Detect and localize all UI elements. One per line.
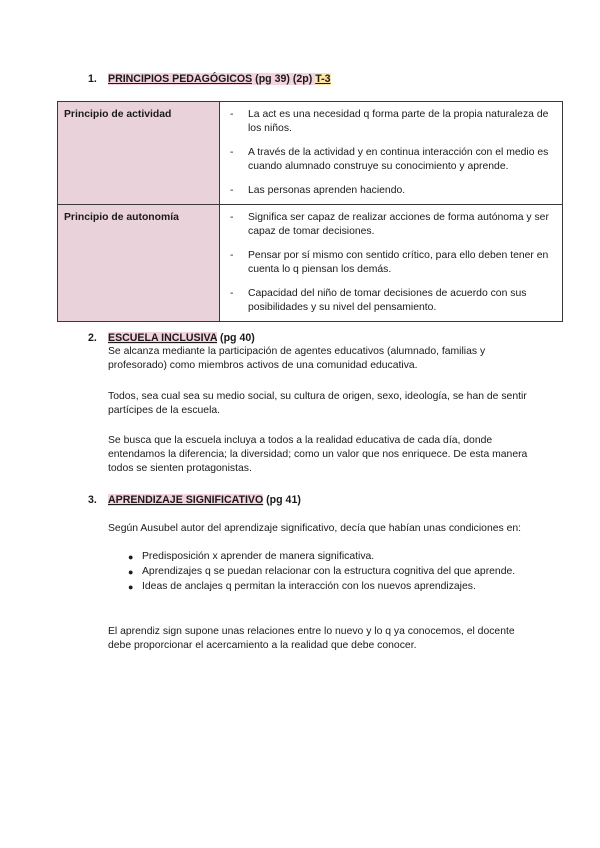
list-item [108,580,528,594]
section-suffix: (pg 41) [263,494,301,506]
list-item-text: Aprendizajes q se puedan relacionar con la estructura cognitiva del que aprende. [142,566,516,577]
list-item [108,550,528,564]
section-number: 1. [88,73,97,85]
principle-label: Principio de autonomía [58,205,220,322]
bullet-icon: ● [128,567,134,577]
list-item-text: Predisposición x aprender de manera significativa. [142,551,375,562]
list-item [228,287,550,315]
table-row [58,205,563,322]
list-item-text: Capacidad del niño de tomar decisiones de acuerdo con sus posibilidades y su nivel del pensamiento. [248,288,527,313]
bullet-list [108,550,528,595]
table-row [58,102,563,205]
list-item-text: Las personas aprenden haciendo. [248,185,406,196]
section-title: PRINCIPIOS PEDAGÓGICOS [108,73,253,85]
list-item [228,146,550,174]
topic-tag: T-3 [315,73,331,85]
dash-marker: - [230,250,234,261]
section-suffix: (pg 40) [217,332,255,344]
paragraph: El aprendiz sign supone unas relaciones entre lo nuevo y lo q ya conocemos, el docente debe proporcionar el acercamiento a la realidad que debe conocer. [108,626,515,651]
paragraph: Se busca que la escuela incluya a todos a la realidad educativa de cada día, donde entendamos la diferencia; la diversidad; como un valor que nos enriquece. De esta manera todos se sienten protagonistas. [108,435,528,474]
section-heading-escuela [108,331,255,345]
list-item-text: La act es una necesidad q forma parte de la propia naturaleza de los niños. [248,109,549,134]
section-title: ESCUELA INCLUSIVA [108,332,218,344]
section-heading-principios [108,72,331,86]
dash-marker: - [230,212,234,223]
paragraph: Se alcanza mediante la participación de agentes educativos (alumnado, familias y profesorado) como miembros activos de una comunidad educativa. [108,346,486,371]
dash-marker: - [230,288,234,299]
paragraph: Según Ausubel autor del aprendizaje significativo, decía que habían unas condiciones en: [108,523,522,534]
section-heading-aprendizaje [108,493,301,507]
principle-content [220,205,563,322]
list-item [228,184,550,198]
section-number: 3. [88,494,97,506]
list-item [108,565,528,579]
dash-marker: - [230,185,234,196]
list-item-text: Ideas de anclajes q permitan la interacción con los nuevos aprendizajes. [142,581,476,592]
principle-content [220,102,563,205]
bullet-icon: ● [128,582,134,592]
list-item-text: Pensar por sí mismo con sentido crítico, para ello deben tener en cuenta lo q piensan los demás. [248,250,549,275]
list-item-text: Significa ser capaz de realizar acciones de forma autónoma y ser capaz de tomar decisiones. [248,212,549,237]
list-item [228,211,550,239]
principles-table [57,101,563,322]
section-number: 2. [88,332,97,344]
section-suffix: (pg 39) (2p) [252,73,316,85]
dash-marker: - [230,147,234,158]
list-item [228,249,550,277]
dash-marker: - [230,109,234,120]
section-title: APRENDIZAJE SIGNIFICATIVO [108,494,264,506]
paragraph: Todos, sea cual sea su medio social, su cultura de origen, sexo, ideología, se han de sentir partícipes de la escuela. [108,391,527,416]
principle-label: Principio de actividad [58,102,220,205]
list-item-text: A través de la actividad y en continua interacción con el medio es cuando alumnado construye su conocimiento y aprende. [248,147,549,172]
list-item [228,108,550,136]
bullet-icon: ● [128,552,134,562]
